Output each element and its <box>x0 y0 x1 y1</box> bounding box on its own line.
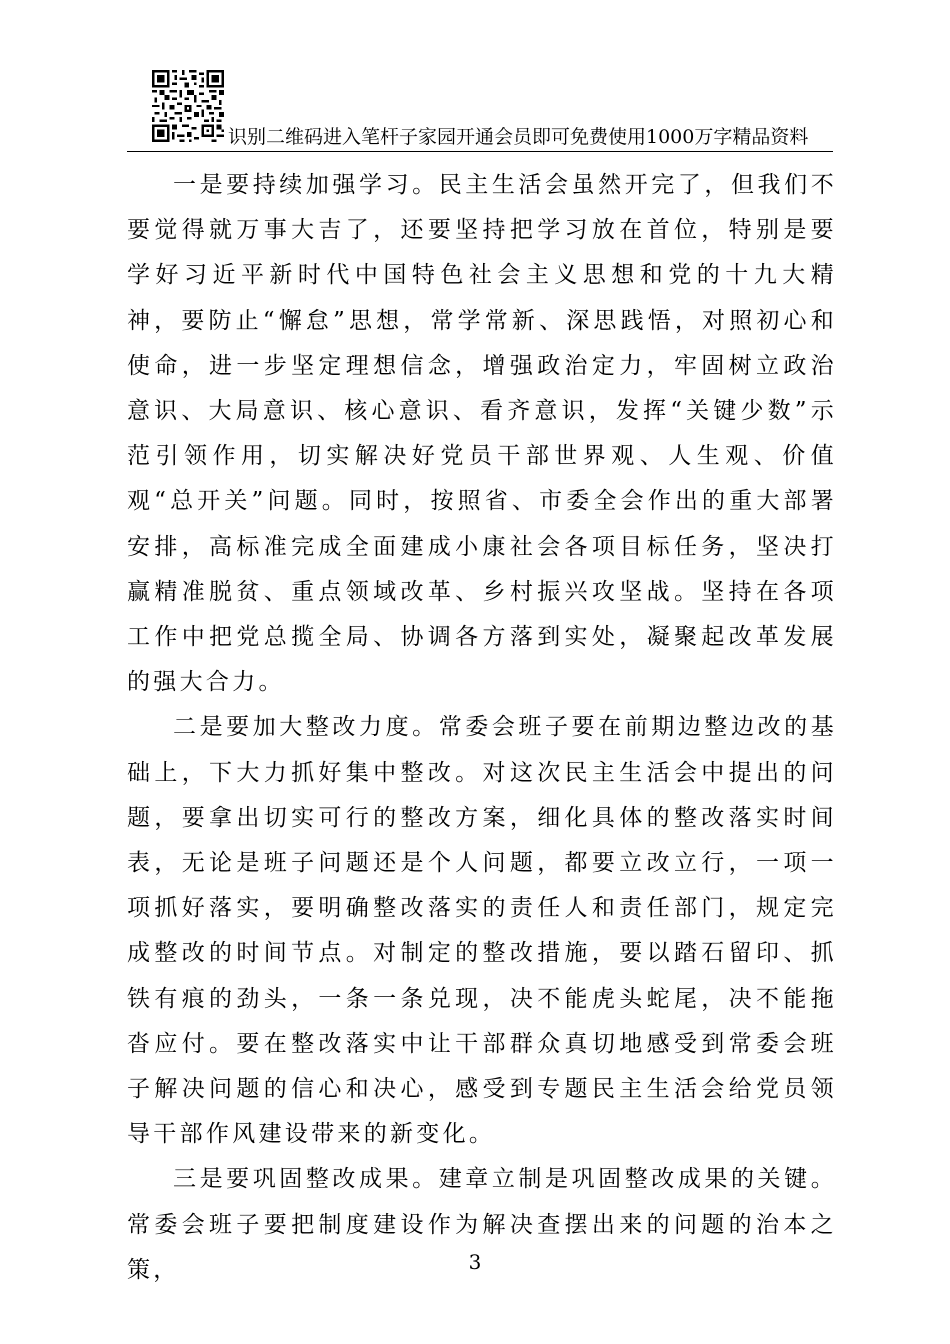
header-divider <box>127 151 833 152</box>
header-text: 识别二维码进入笔杆子家园开通会员即可免费使用1000万字精品资料 <box>228 126 809 148</box>
qr-code-icon <box>152 70 224 142</box>
page-number: 3 <box>468 1250 482 1274</box>
document-body <box>127 163 837 1293</box>
paragraph-2: 二是要加大整改力度。常委会班子要在前期边整边改的基础上，下大力抓好集中整改。对这次民主生活会中提出的问题，要拿出切实可行的整改方案，细化具体的整改落实时间表，无论是班子问题还是个人问题，都要立改立行，一项一项抓好落实，要明确整改落实的责任人和责任部门，规定完成整改的时间节点。对制定的整改措施，要以踏石留印、抓铁有痕的劲头，一条一条兑现，决不能虎头蛇尾，决不能拖沓应付。要在整改落实中让干部群众真切地感受到常委会班子解决问题的信心和决心，感受到专题民主生活会给党员领导干部作风建设带来的新变化。 <box>127 714 837 1148</box>
paragraph-3: 三是要巩固整改成果。建章立制是巩固整改成果的关键。常委会班子要把制度建设作为解决查摆出来的问题的治本之策， <box>127 1166 837 1283</box>
paragraph-1: 一是要持续加强学习。民主生活会虽然开完了，但我们不要觉得就万事大吉了，还要坚持把学习放在首位，特别是要学好习近平新时代中国特色社会主义思想和党的十九大精神，要防止“懈怠”思想，常学常新、深思践悟，对照初心和使命，进一步坚定理想信念，增强政治定力，牢固树立政治意识、大局意识、核心意识、看齐意识，发挥“关键少数”示范引领作用，切实解决好党员干部世界观、人生观、价值观“总开关”问题。同时，按照省、市委全会作出的重大部署安排，高标准完成全面建成小康社会各项目标任务，坚决打赢精准脱贫、重点领域改革、乡村振兴攻坚战。坚持在各项工作中把党总揽全局、协调各方落到实处，凝聚起改革发展的强大合力。 <box>127 172 837 696</box>
